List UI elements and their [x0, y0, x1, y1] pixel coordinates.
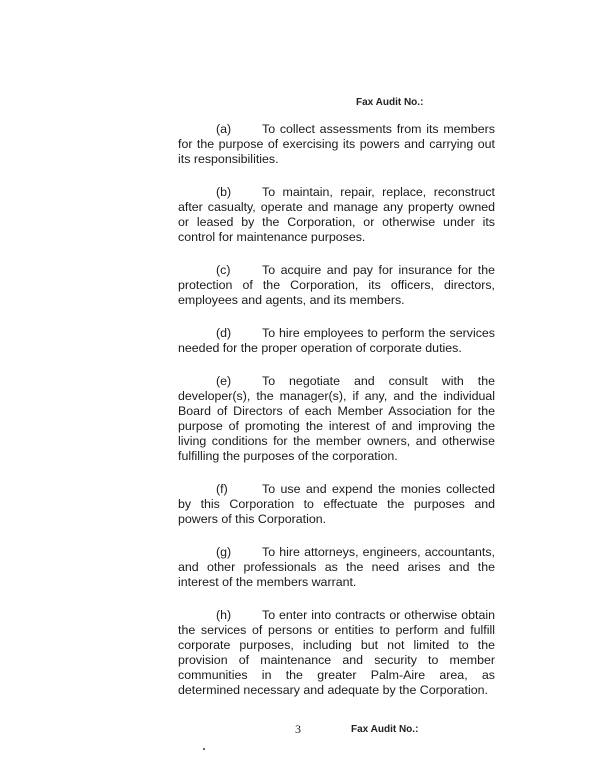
clause-d	[178, 326, 495, 356]
clause-e	[178, 374, 495, 464]
clause-label: (c)	[216, 263, 231, 277]
clause-label: (e)	[216, 374, 232, 388]
clause-b	[178, 185, 495, 245]
clause-h	[178, 608, 495, 698]
scan-speck	[203, 748, 205, 750]
footer-fax-audit-label: Fax Audit No.:	[351, 724, 419, 735]
header-fax-audit-label: Fax Audit No.:	[356, 97, 424, 108]
clause-text: To use and expend the monies collected by this Corporation to effectuate the purposes and powers of this Corporation.	[178, 482, 495, 526]
clause-text: To hire employees to perform the services needed for the proper operation of corporate duties.	[178, 326, 495, 355]
clause-label: (d)	[216, 326, 232, 340]
clause-text: To hire attorneys, engineers, accountants, and other professionals as the need arises and the interest of the members warrant.	[178, 545, 495, 589]
clause-a	[178, 122, 495, 167]
clause-text: To enter into contracts or otherwise obtain the services of persons or entities to perform and fulfill corporate purposes, including but not limited to the provision of maintenance and security to member communities in the greater Palm-Aire area, as determined necessary and adequate by the Corporation.	[178, 608, 495, 697]
clause-text: To collect assessments from its members for the purpose of exercising its powers and carrying out its responsibilities.	[178, 122, 495, 166]
clause-label: (f)	[216, 482, 228, 496]
clause-c	[178, 263, 495, 308]
clause-label: (g)	[216, 545, 232, 559]
clause-text: To negotiate and consult with the developer(s), the manager(s), if any, and the individual Board of Directors of each Member Association for the purpose of promoting the interest of and improving the living conditions for the member owners, and otherwise fulfilling the purposes of the corporation.	[178, 374, 495, 463]
clause-label: (a)	[216, 122, 232, 136]
clause-text: To maintain, repair, replace, reconstruct after casualty, operate and manage any property owned or leased by the Corporation, or otherwise under its control for maintenance purposes.	[178, 185, 495, 244]
clause-f	[178, 482, 495, 527]
clause-text: To acquire and pay for insurance for the protection of the Corporation, its officers, directors, employees and agents, and its members.	[178, 263, 495, 307]
clause-g	[178, 545, 495, 590]
clause-label: (h)	[216, 608, 232, 622]
clauses-list	[178, 122, 495, 716]
page-number: 3	[295, 722, 301, 736]
clause-label: (b)	[216, 185, 232, 199]
